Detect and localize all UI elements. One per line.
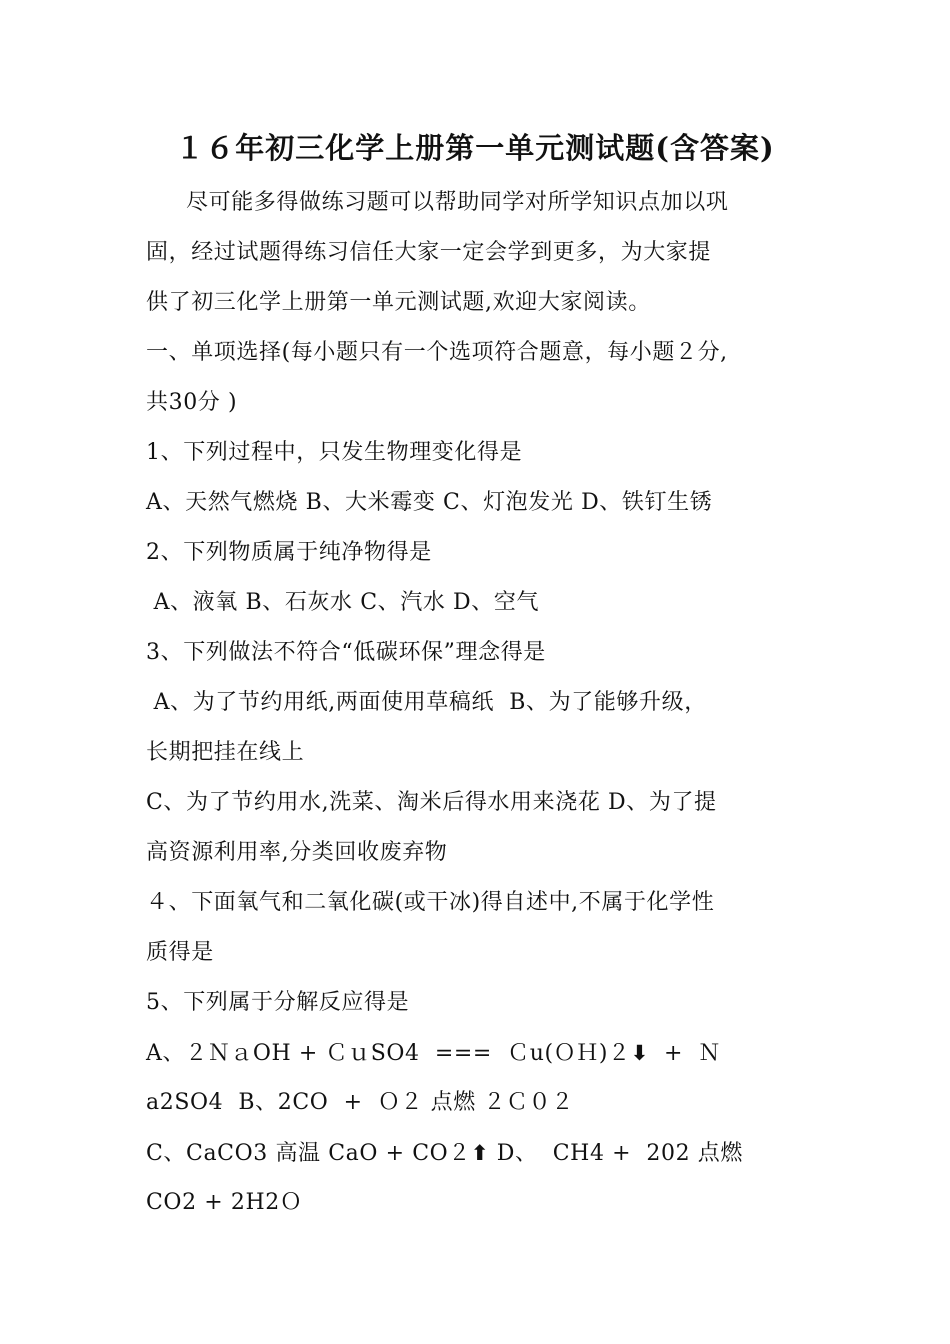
- page-title: １６年初三化学上册第一单元测试题(含答案): [175, 131, 775, 165]
- section-heading: 一、单项选择(每小题只有一个选项符合题意，每小题２分,: [146, 340, 728, 365]
- paragraph-line: 供了初三化学上册第一单元测试题,欢迎大家阅读。: [146, 290, 651, 315]
- equation-line: [146, 1028, 816, 1078]
- equation-line: a2SO4 B、2CO + Ｏ２ 点燃 ２Ｃ０２: [146, 1090, 574, 1115]
- question-line: 3、下列做法不符合“低碳环保”理念得是: [146, 640, 546, 665]
- options-line: A、液氧 B、石灰水 C、汽水 D、空气: [146, 590, 540, 615]
- question-line: 1、下列过程中，只发生物理变化得是: [146, 440, 523, 465]
- arrow-down-icon: ⬇: [630, 1041, 649, 1065]
- paragraph-line: 尽可能多得做练习题可以帮助同学对所学知识点加以巩: [186, 190, 729, 215]
- question-line: 5、下列属于分解反应得是: [146, 990, 410, 1015]
- question-line: ４、下面氧气和二氧化碳(或干冰)得自述中,不属于化学性: [146, 890, 715, 915]
- question-line: 质得是: [146, 940, 214, 965]
- paragraph-line: 固，经过试题得练习信任大家一定会学到更多，为大家提: [146, 240, 712, 265]
- options-line: A、天然气燃烧 B、大米霉变 C、灯泡发光 D、铁钉生锈: [146, 490, 713, 515]
- options-line: 长期把挂在线上: [146, 740, 305, 765]
- equation-line: CO2 + 2H2Ｏ: [146, 1190, 303, 1215]
- options-line: A、为了节约用纸,两面使用草稿纸 B、为了能够升级，: [146, 690, 707, 715]
- equation-text: + Ｎ: [648, 1041, 721, 1066]
- question-line: 2、下列物质属于纯净物得是: [146, 540, 432, 565]
- equation-text: A、２ＮａOH + ＣｕSO4 === Ｃu(ＯＨ)２: [146, 1041, 631, 1066]
- options-line: C、为了节约用水,洗菜、淘米后得水用来浇花 D、为了提: [146, 790, 717, 815]
- document-body: [146, 178, 816, 1228]
- options-line: 高资源利用率,分类回收废弃物: [146, 840, 448, 865]
- arrow-up-icon: ⬆: [470, 1141, 490, 1165]
- equation-text: C、CaCO3 高温 CaO + CO２: [146, 1141, 471, 1166]
- section-heading: 共30分 ): [146, 390, 238, 415]
- equation-line: [146, 1128, 816, 1178]
- equation-text: D、 CH4 + 202 点燃: [489, 1141, 743, 1166]
